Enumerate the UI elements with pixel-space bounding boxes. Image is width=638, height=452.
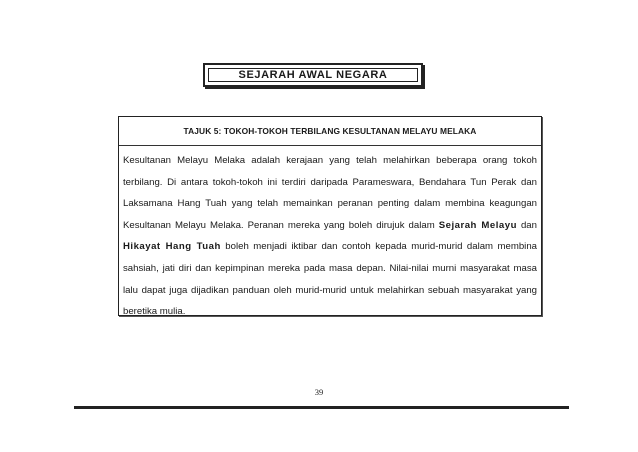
topic-paragraph (119, 146, 541, 323)
section-title: SEJARAH AWAL NEGARA (238, 69, 388, 81)
footer-divider (74, 406, 569, 409)
paragraph-text-2: dan (516, 219, 537, 231)
paragraph-text-3: boleh menjadi iktibar dan contoh kepada murid-murid dalam membina sahsiah, jati diri dan kepimpinan mereka pada masa depan. Nilai-nilai murni masyarakat masa lalu dapat juga dijadikan panduan oleh murid-murid untuk melahirkan sebuah masyarakat yang beretika mulia. (123, 241, 537, 318)
page-number: 39 (314, 387, 324, 397)
book-title-hikayat-hang-tuah: Hikayat Hang Tuah (123, 241, 221, 253)
book-title-sejarah-melayu: Sejarah Melayu (438, 219, 517, 231)
topic-heading: TAJUK 5: TOKOH-TOKOH TERBILANG KESULTANAN MELAYU MELAKA (119, 117, 541, 146)
topic-box (118, 116, 542, 316)
paragraph-text-1: Kesultanan Melayu Melaka adalah kerajaan yang telah melahirkan beberapa orang tokoh terbilang. Di antara tokoh-tokoh ini terdiri daripada Parameswara, Bendahara Tun Perak dan Laksamana Hang Tuah yang telah memainkan peranan penting dalam membina keagungan Kesultanan Melayu Melaka. Peranan mereka yang boleh dirujuk dalam (123, 155, 537, 231)
section-title-box (203, 63, 423, 87)
